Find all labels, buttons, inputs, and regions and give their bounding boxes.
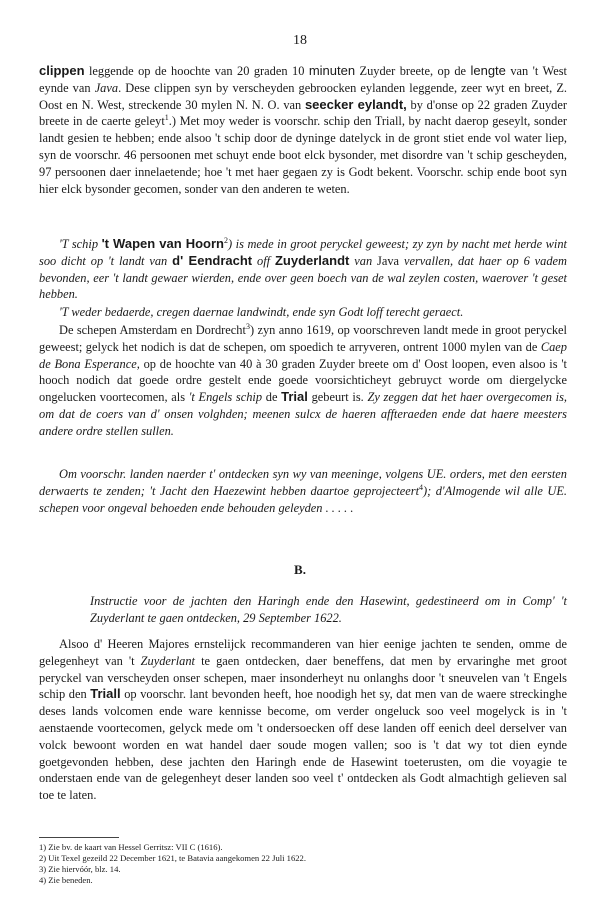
text-span: De schepen Amsterdam en Dordrecht [59, 323, 246, 337]
ship-name: Triall [90, 686, 121, 702]
text-span: ); d'Almogende wil alle UE. schepen voor ongeval behoeden ende behouden geleyden . . . . . [39, 483, 567, 515]
ship-name: 't Wapen van Hoorn [101, 236, 224, 251]
text-span: Om voorschr. landen naerder t' ontdecken syn wy van meeninge, volgens UE. orders, met den eersten derwaerts te zenden; 't Jacht den Haezewint hebben daartoe geprojecteert [39, 467, 567, 498]
place-name: Java [94, 80, 119, 95]
text-span: ) is mede in groot peryckel geweest; zy zyn by nacht met herde wint soo dicht op 't landt van [39, 237, 568, 268]
paragraph-wapen-van-hoorn [39, 236, 567, 303]
footnote-4: 4) Zie beneden. [39, 875, 93, 885]
text-span: 'T schip [59, 237, 102, 251]
text-span: Alsoo d' Heeren Majores ernstelijck recommanderen van hier eenige jachten te senden, omme de gelegenheyt van 't [39, 637, 567, 668]
page-number: 18 [293, 33, 307, 48]
place-name: Caep de Bona Esperance, [39, 339, 567, 371]
land-name: d' Eendracht [172, 252, 253, 268]
place-name: Zuyderlant [140, 653, 196, 668]
text-span: . Dese clippen syn by verscheyden gebroocken eylanden leggende, zeer wyt en breet, Z. Oost en N. West, streckende 30 mylen N. N. O. van [39, 80, 568, 112]
paragraph-ontdecken [39, 466, 567, 516]
text-span: 't Engels schip [188, 390, 263, 405]
text-span: ) zyn anno 1619, op voorschreven landt mede in groot peryckel geweest; gelyck het nodich is dat de schepen, om spoedich te arryveren, ontrent 1000 mylen van de [39, 323, 567, 354]
text-span: lengte [470, 63, 506, 78]
footnote-3: 3) Zie hiervóór, blz. 14. [39, 864, 121, 874]
text-span: by d'onse op 22 graden Zuyder breete in de caerte geleyt [39, 97, 567, 129]
text-span: op voorschr. lant bevonden heeft, hoe noodigh het sy, dat men van de waere streckinghe deses lands volcomen ende ware kennisse become, om verder ongeluck soo veel mogelyck is in 't aenstaende voortecomen, gelyck mede om 't ondersoecken off dese landen off eenich deel derselver van volck bewoont worden en wat handel daer soude mogen vallen; soo is 't dat wy tot dien eynde goetgevonden hebben, dese jachten den Haringh ende de Hasewint toeterusten, om die voyagie te onderstaen ende van de gelegenheyt deser landen soo veel t' ontdecken als Godt almachtigh gelieven sal toe te laten. [39, 687, 567, 803]
text-span: gebeurt is. [307, 390, 368, 405]
ship-name: Trial [281, 389, 308, 405]
paragraph-clippen [39, 63, 567, 197]
land-name: Zuyderlandt [274, 252, 350, 268]
text-span: minuten [308, 63, 356, 78]
text-span: te gaen ontdecken, daer beneffens, dat men by ervaringhe met groot peryckel van verscheyden onser schepen, maer insonderheyt nu onlanghs door 't sneuvelen van 't Engels schip den [39, 653, 567, 702]
footnote-ref: 4 [419, 482, 424, 492]
text-span: leggende op de hoochte van 20 graden 10 [84, 64, 309, 78]
text-span: off [252, 253, 275, 268]
footnote-1: 1) Zie bv. de kaart van Hessel Gerritsz: VII C (1616). [39, 842, 223, 852]
paragraph-weder: 'T weder bedaerde, cregen daernae landwindt, ende syn Godt loff terecht geraect. [59, 305, 464, 319]
footnote-ref: 1 [164, 113, 169, 123]
paragraph-schepen [39, 322, 567, 440]
text-span: op de hoochte van 40 à 30 graden Zuyder breete om d' Oost loopen, even alsoo is 't hooch nodich dat goede ordre gestelt ende goede voorsichticheyt gebruyct worde om diergelycke ongelucken voortecomen, als [39, 356, 567, 405]
paragraph-majores [39, 636, 567, 804]
text-span: Zy zeggen dat het haer overgecomen is, om dat de coers van d' onsen volghden; meenen sulcx de haeren affteraeden ende dat haere meesters andere ordre stellen sullen. [39, 390, 568, 438]
text-span: Zuyder breete, op de [355, 64, 471, 78]
footnote-ref: 3 [245, 322, 250, 331]
section-heading: B. [294, 562, 306, 577]
place-name: Java [377, 253, 400, 268]
instruction-title: Instructie voor de jachten den Haringh ende den Hasewint, gedestineerd om in Comp' 't Zuyderlant te gaen ontdecken, 29 September 1622. [90, 594, 567, 625]
text-span: van [349, 253, 378, 268]
footnote-2: 2) Uit Texel gezeild 22 December 1621, te Batavia aangekomen 22 Juli 1622. [39, 853, 306, 863]
footnote-divider [39, 837, 119, 838]
bold-term: seecker eylandt, [304, 96, 407, 112]
text-span: .) Met moy weder is voorschr. schip den Triall, by nacht daerop geseylt, sonder landt gesien te hebben; ende alsoo 't schip door de dyninge datelyck in de gront stiet ende vol water liep, syn de voorschr. 46 persoonen met schuyt ende boot elck bysonder, met disordre van 't schip gescheyden, 97 persoonen daer innelaetende; hoe 't met haer gegaen zy is Godt bekent. Voorschr. schip ende boot syn hier elck bysonder gecomen, sonder van den anderen te weten. [39, 114, 568, 196]
text-span: de [262, 390, 282, 405]
footnote-ref: 2 [223, 236, 228, 245]
text-span: van 't West eynde van [39, 64, 567, 95]
bold-term: clippen [39, 63, 85, 78]
text-span: vervallen, dat haer op 6 vadem bevonden, eer 't landt gewaer wierden, ende over geen boech van de wal zeylen costen, waerover 't geset hebben. [39, 253, 568, 302]
